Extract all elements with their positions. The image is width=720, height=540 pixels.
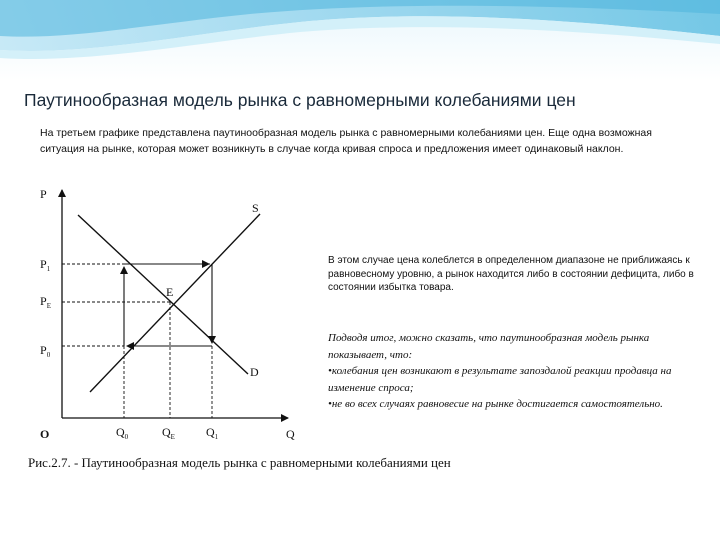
conclusion-line: Подводя итог, можно сказать, что паутинообразная модель рынка показывает, что:	[328, 332, 650, 361]
equilibrium-label: E	[166, 285, 174, 299]
label-q0: $Q_0$	[116, 425, 129, 441]
demand-label: D	[250, 365, 259, 379]
supply-label: S	[252, 201, 259, 215]
origin-label: O	[40, 427, 50, 441]
label-q1: $Q_1$	[206, 425, 219, 441]
intro-text: На третьем графике представлена паутинообразная модель рынка с равномерными колебаниями цен. Еще одна возможная ситуация на рынке, которая может возникнуть в случае когда кривая спроса и предложения имеет одинаковый наклон.	[40, 127, 652, 155]
label-p1: $P_1$	[40, 257, 51, 273]
label-pe: $P_E$	[40, 294, 51, 310]
figure-caption: Рис.2.7. - Паутинообразная модель рынка с равномерными колебаниями цен	[28, 455, 451, 470]
conclusion-bullet: •не во всех случаях равновесие на рынке достигается самостоятельно.	[328, 398, 663, 410]
conclusion-bullet: •колебания цен возникают в результате запоздалой реакции продавца на изменение спроса;	[328, 365, 672, 394]
axis-label-q: Q	[286, 427, 295, 441]
conclusion-paragraph	[328, 330, 698, 413]
label-p0: $P_0$	[40, 343, 51, 359]
header-banner	[0, 0, 720, 80]
explanation-paragraph: В этом случае цена колеблется в определенном диапазоне не приближаясь к равновесному уровню, а рынок находится либо в состоянии дефицита, либо в состоянии избытка товара.	[328, 255, 694, 293]
label-qe: $Q_E$	[162, 425, 175, 441]
axis-label-p: P	[40, 187, 47, 201]
demand-curve	[78, 215, 248, 374]
slide-title: Паутинообразная модель рынка с равномерными колебаниями цен	[24, 90, 576, 110]
cobweb-diagram	[20, 170, 310, 450]
supply-curve	[90, 214, 260, 392]
